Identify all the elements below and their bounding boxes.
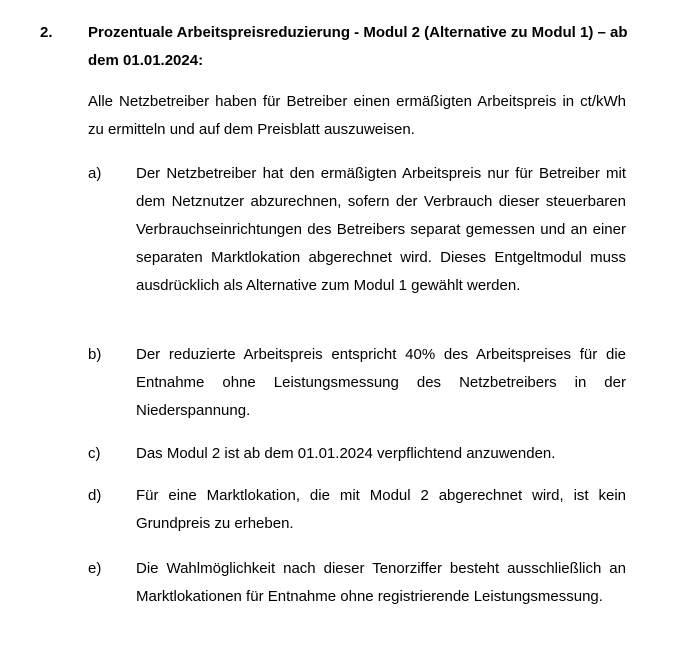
list-item-text-b: Der reduzierte Arbeitspreis entspricht 40% des Arbeitspreises für die Entnahme ohne Leistungsmessung des Netzbetreibers in der Niederspannung.	[136, 346, 626, 419]
list-item-label-d: d)	[88, 487, 102, 504]
list-item-label-a: a)	[88, 165, 102, 182]
section-title: Prozentuale Arbeitspreisreduzierung - Modul 2 (Alternative zu Modul 1) – ab dem 01.01.2024:	[88, 24, 628, 69]
list-item-text-a: Der Netzbetreiber hat den ermäßigten Arbeitspreis nur für Betreiber mit dem Netznutzer abzurechnen, sofern der Verbrauch dieser steuerbaren Verbrauchseinrichtungen des Betreibers separat gemessen und an einer separaten Marktlokation abgerechnet wird. Dieses Entgeltmodul muss ausdrücklich als Alternative zum Modul 1 gewählt werden.	[136, 165, 626, 294]
list-item-text-e: Die Wahlmöglichkeit nach dieser Tenorziffer besteht ausschließlich an Marktlokationen für Entnahme ohne registrierende Leistungsmessung.	[136, 560, 626, 605]
list-item-label-e: e)	[88, 560, 102, 577]
section-number: 2.	[40, 24, 53, 41]
list-item-text-c: Das Modul 2 ist ab dem 01.01.2024 verpflichtend anzuwenden.	[136, 445, 556, 462]
intro-paragraph: Alle Netzbetreiber haben für Betreiber einen ermäßigten Arbeitspreis in ct/kWh zu ermitteln und auf dem Preisblatt auszuweisen.	[88, 93, 626, 138]
list-item-text-d: Für eine Marktlokation, die mit Modul 2 abgerechnet wird, ist kein Grundpreis zu erheben.	[136, 487, 626, 532]
list-item-label-c: c)	[88, 445, 101, 462]
list-item-label-b: b)	[88, 346, 102, 363]
